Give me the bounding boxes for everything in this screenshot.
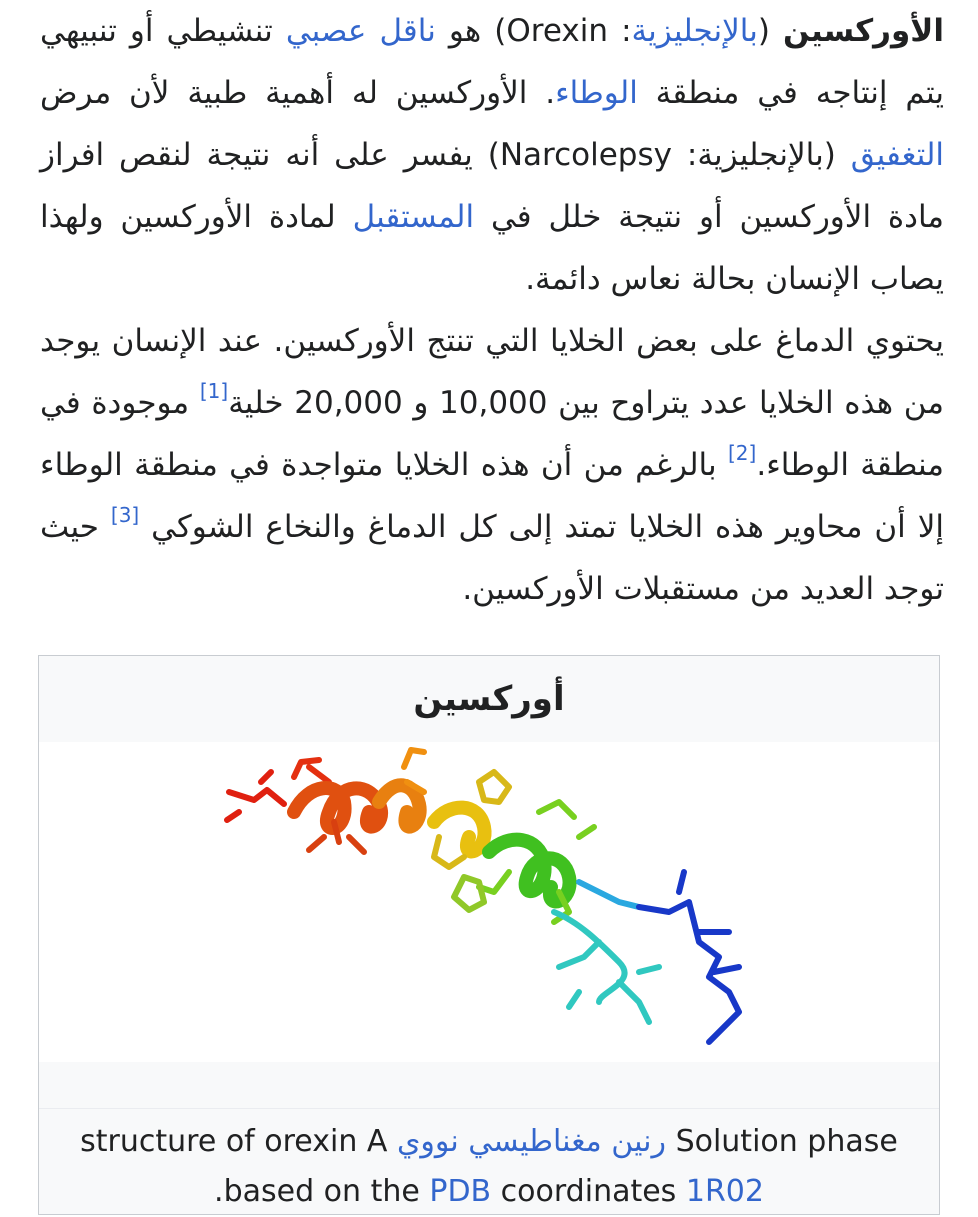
paragraph-cells: يحتوي الدماغ على بعض الخلايا التي تنتج الأوركسين. عند الإنسان يوجد من هذه الخلايا عدد يتراوح بين 10,000 و 20,000 خلية[1] موجودة في منطقة الوطاء.[2] بالرغم من أن هذه الخلايا متواجدة في منطقة الوطاء إلا أن محاوير هذه الخلايا تمتد إلى كل الدماغ والنخاع الشوكي [3] حيث توجد العديد من مستقبلات الأوركسين. <box>40 323 944 607</box>
protein-structure-image[interactable] <box>39 742 939 1062</box>
reference-3[interactable]: [3] <box>110 502 140 527</box>
hypothalamus-link[interactable]: الوطاء <box>555 75 638 111</box>
receptor-link[interactable]: المستقبل <box>352 199 475 235</box>
neurotransmitter-link[interactable]: ناقل عصبي <box>285 13 436 49</box>
reference-2[interactable]: [2] <box>727 440 757 465</box>
english-label-link[interactable]: بالإنجليزية <box>631 13 758 49</box>
article-body <box>40 0 944 620</box>
pdb-link[interactable]: PDB <box>429 1174 492 1209</box>
pdb-code-link[interactable]: 1R02 <box>685 1174 764 1209</box>
narcolepsy-link[interactable]: التغفيق <box>850 137 945 173</box>
orexin-ribbon-illustration <box>39 742 939 1062</box>
infobox <box>38 655 940 1215</box>
paragraph-intro: الأوركسين (بالإنجليزية: Orexin) هو ناقل عصبي تنشيطي أو تنبيهي يتم إنتاجه في منطقة الوطاء. الأوركسين له أهمية طبية لأن مرض التغفيق (بالإنجليزية: Narcolepsy) يفسر على أنه نتيجة لنقص افراز مادة الأوركسين أو نتيجة خلل في المستقبل لمادة الأوركسين ولهذا يصاب الإنسان بحالة نعاس دائمة. <box>40 13 945 297</box>
term-bold: الأوركسين <box>783 13 944 49</box>
nmr-link[interactable]: رنين مغناطيسي نووي <box>396 1124 667 1159</box>
infobox-caption: Solution phase رنين مغناطيسي نووي structure of orexin A based on the PDB coordinates 1R02. <box>39 1108 939 1217</box>
infobox-title: أوركسين <box>39 656 939 743</box>
reference-1[interactable]: [1] <box>199 378 229 403</box>
